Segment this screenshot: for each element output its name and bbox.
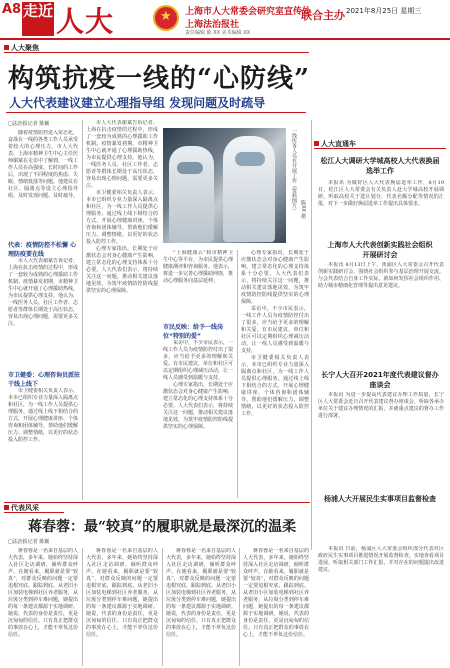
section-label-focus: 人大聚焦	[4, 44, 309, 53]
sidebar-paragraph: 本报讯 8月13日上午，黄浦区人大常委会召开代表创新实践研讨会，围绕社会组织参与基层治理开展交流。与会代表结合自身工作实际，就如何发挥社会组织作用、助力城市精细化管理等提出意见建议。	[318, 262, 444, 289]
sidebar-paragraph: 本报讯 为进一步提高代表建议办理工作质量，长宁区人大常委会近日召开代表建议督办座谈会，听取各承办单位关于建议办理情况的汇报，并就重点建议的督办工作进行部署。	[318, 392, 444, 419]
sidebar-item-1-title: 松江人大调研大学城高校人大代表换届选举工作	[320, 157, 440, 175]
article-col2	[86, 120, 158, 498]
sidebar-item-3-title: 长宁人大召开2021年度代表建议督办座谈会	[321, 371, 439, 389]
sidebar-item-4-body	[318, 546, 444, 664]
sidebar-item-1-body	[318, 180, 444, 234]
main-subhead: 人大代表建议建立心理指导组 发现问题及时疏导	[9, 96, 266, 110]
sidebar-divider	[311, 120, 312, 550]
profile-paragraph: 蒋春蓉是一名来自基层的人大代表，多年来，她始终坚持深入社区走访调研，倾听群众呼声。在她看来，履职就是要“较真”，对群众反映的问题一定要追根究底、跟踪到底。从老旧小区加装电梯到社区养老服务，从垃圾分类到停车难问题，她提出的每一条建议都源于实地调研。她说，代表的身份是责任，更是沉甸甸的信任。只有真正把群众的事放在心上，才能不辜负这份信任。	[86, 548, 158, 638]
page-number: A8	[2, 2, 22, 17]
profile-paragraph: 蒋春蓉是一名来自基层的人大代表，多年来，她始终坚持深入社区走访调研，倾听群众呼声。在她看来，履职就是要“较真”，对群众反映的问题一定要追根究底、跟踪到底。从老旧小区加装电梯到社区养老服务，从垃圾分类到停车难问题，她提出的每一条建议都源于实地调研。她说，代表的身份是责任，更是沉甸甸的信任。只有真正把群众的事放在心上，才能不辜负这份信任。	[8, 548, 78, 638]
article-paragraph: 心理专家指出，长期处于应激状态会对身心健康产生影响，建立常态化的心理支持体系十分必要。人大代表们表示，将持续关注这一问题，推动相关建议落地见效，为筑牢疫情防控防线提供坚实的心理保障。	[86, 246, 158, 294]
sidebar-paragraph: 本报讯 为做好区人大代表换届选举工作，8月19日，松江区人大常委会有关负责人赴大学城高校开展调研，听取高校关于选区划分、代表名额分配等情况的汇报，对下一步做好换届选举工作提出具体要求。	[318, 180, 444, 207]
section-rule	[4, 502, 310, 503]
article-paragraph: 采访中，不少市民表示，一线工作人员为疫情防控付出了很多，应当给予更多的理解和关爱。有市民建议，单位和社区可以定期组织心理减压活动，让一线人员感受到温暖与支持。	[241, 306, 309, 354]
article-paragraph: 市卫健委相关负责人表示，本市已组织专业力量深入隔离点和社区，为一线工作人员提供心理服务。通过线上线下相结合的方式，开展心理健康讲座、个体咨询和团体辅导，帮助他们缓解压力、调整情绪，以更好的状态投入防控工作。	[241, 355, 309, 417]
profile-headline: 蒋春蓉：最“较真”的履职就是最深沉的温柔	[28, 519, 297, 535]
article-paragraph: 市卫健委相关负责人表示，本市已组织专业力量深入隔离点和社区，为一线工作人员提供心理服务。通过线上线下相结合的方式，开展心理健康讲座、个体咨询和团体辅导，帮助他们缓解压力、调整情绪，以更好的状态投入防控工作。	[8, 388, 78, 443]
subheading-3: 市民反映：给予一线岗位“特别的爱”	[163, 324, 224, 340]
protective-suit-figure	[169, 146, 214, 242]
article-col3b	[163, 340, 233, 498]
article-intro	[8, 130, 78, 238]
profile-col1	[8, 548, 78, 666]
kicker-box: 走近	[22, 2, 54, 36]
page-title: 人大	[56, 5, 115, 38]
article-paragraph: “上海健康云”和市精神卫生中心等平台，为市民提供心理健康测评和咨询服务。他表示，将进一步完善心理援助网络，推动心理服务向基层延伸。	[163, 250, 233, 284]
photo-credit: 陈XX 摄	[300, 200, 306, 219]
co-sponsor: 联合主办	[301, 9, 345, 22]
profile-byline: □法治报记者 陈颖	[8, 539, 50, 545]
article-col1b	[8, 388, 78, 498]
profile-paragraph: 蒋春蓉是一名来自基层的人大代表，多年来，她始终坚持深入社区走访调研，倾听群众呼声。在她看来，履职就是要“较真”，对群众反映的问题一定要追根究底、跟踪到底。从老旧小区加装电梯到社区养老服务，从垃圾分类到停车难问题，她提出的每一条建议都源于实地调研。她说，代表的身份是责任，更是沉甸甸的信任。只有真正把群众的事放在心上，才能不辜负这份信任。	[243, 548, 309, 638]
sidebar-paragraph: 本报讯 日前，杨浦区人大常委会组织部分代表对区政府民生实事项目推进情况开展监督检查，实地查看项目进展，听取相关部门工作汇报，并对存在的问题提出改进建议。	[318, 546, 444, 573]
profile-paragraph: 蒋春蓉是一名来自基层的人大代表，多年来，她始终坚持深入社区走访调研，倾听群众呼声。在她看来，履职就是要“较真”，对群众反映的问题一定要追根究底、跟踪到底。从老旧小区加装电梯到社区养老服务，从垃圾分类到停车难问题，她提出的每一条建议都源于实地调研。她说，代表的身份是责任，更是沉甸甸的信任。只有真正把群众的事放在心上，才能不辜负这份信任。	[166, 548, 236, 638]
article-paragraph: 心理专家指出，长期处于应激状态会对身心健康产生影响，建立常态化的心理支持体系十分必要。人大代表们表示，将持续关注这一问题，推动相关建议落地见效，为筑牢疫情防控防线提供坚实的心理保障。	[163, 382, 233, 430]
face-shield	[177, 162, 203, 174]
article-paragraph: 市人大代表谢斌告诉记者，上海在抗击疫情的过程中，形成了一套较为成熟的心理援助工作机制。疫情暴发初期，市精神卫生中心就开通了心理援助热线，为市民提供心理支持。他认为，一线医务人员、社区工作者、志愿者等群体长期处于高压状态，容易出现心理问题，需要更多关注。	[86, 120, 158, 189]
profile-col3	[166, 548, 236, 666]
article-col1	[8, 258, 78, 368]
publisher-line-2: 上海法治报社	[185, 20, 240, 30]
column-divider	[82, 120, 83, 500]
sidebar-item-4-title: 杨浦人大开展民生实事项目监督检查	[324, 495, 436, 503]
face-shield	[235, 152, 265, 166]
article-paragraph: 采访中，不少市民表示，一线工作人员为疫情防控付出了很多，应当给予更多的理解和关爱。有市民建议，单位和社区可以定期组织心理减压活动，让一线人员感受到温暖与支持。	[163, 340, 233, 381]
issue-date: 2021年8月25日 星期三	[346, 7, 422, 15]
masthead	[0, 0, 450, 40]
photo-caption: 一线医务人员在开展工作（资料图片）	[291, 128, 297, 213]
column-divider	[239, 548, 240, 666]
headline-rule	[6, 112, 306, 113]
publisher-line-1: 上海市人大常委会研究室宣传处	[185, 7, 312, 17]
profile-col2	[86, 548, 158, 666]
sidebar-item-3-body	[318, 392, 444, 488]
profile-col4	[243, 548, 309, 666]
column-divider	[82, 548, 83, 666]
article-paragraph: 心理专家指出，长期处于应激状态会对身心健康产生影响，建立常态化的心理支持体系十分必要。人大代表们表示，将持续关注这一问题，推动相关建议落地见效，为筑牢疫情防控防线提供坚实的心理保障。	[241, 250, 309, 305]
subheading-2: 市卫健委：心理咨询员派驻干线上线下	[8, 372, 81, 388]
byline: □法治报记者 陈颖	[8, 121, 50, 127]
main-headline: 构筑抗疫一线的“心防线”	[8, 64, 310, 94]
article-paragraph: 市卫健委相关负责人表示，本市已组织专业力量深入隔离点和社区，为一线工作人员提供心理服务。通过线上线下相结合的方式，开展心理健康讲座、个体咨询和团体辅导，帮助他们缓解压力、调整情绪，以更好的状态投入防控工作。	[86, 190, 158, 245]
section-label-profile: 代表风采	[4, 504, 64, 513]
subheading-1: 代表：疫情防控不松懈 心理防疫要在线	[8, 242, 77, 258]
article-col3	[163, 250, 233, 320]
article-paragraph: 随着疫情防控进入常态化，奋战在一线的各类工作人员承受着较大的心理压力。市人大代表、上海市精神卫生中心主任医师谢斌在走访中了解到，一线工作人员在高强度、长时间的工作后，出现了不同程度的焦虑、失眠、情绪低落等问题。他建议在社区、隔离点等设立心理指导组，及时发现问题、及时疏导。	[8, 130, 78, 199]
article-col4	[241, 250, 309, 498]
sidebar-item-2-subtitle: 开展研讨会	[362, 251, 398, 259]
column-divider	[237, 250, 238, 498]
emblem-icon	[153, 5, 179, 31]
column-divider	[162, 548, 163, 666]
article-paragraph: 市人大代表谢斌告诉记者，上海在抗击疫情的过程中，形成了一套较为成熟的心理援助工作机制。疫情暴发初期，市精神卫生中心就开通了心理援助热线，为市民提供心理支持。他认为，一线医务人员、社区工作者、志愿者等群体长期处于高压状态，容易出现心理问题，需要更多关注。	[8, 258, 78, 327]
section-label-sidebar: 人大直通车	[314, 140, 446, 149]
sidebar-item-2-body	[318, 262, 444, 362]
editor-credit: 责任编辑 陈 XX 美术编辑 XX	[185, 30, 251, 36]
sidebar-item-2-title: 上海市人大代表创新实践社会组织	[327, 241, 433, 249]
masthead-rule	[0, 38, 450, 40]
news-photo	[163, 128, 286, 243]
